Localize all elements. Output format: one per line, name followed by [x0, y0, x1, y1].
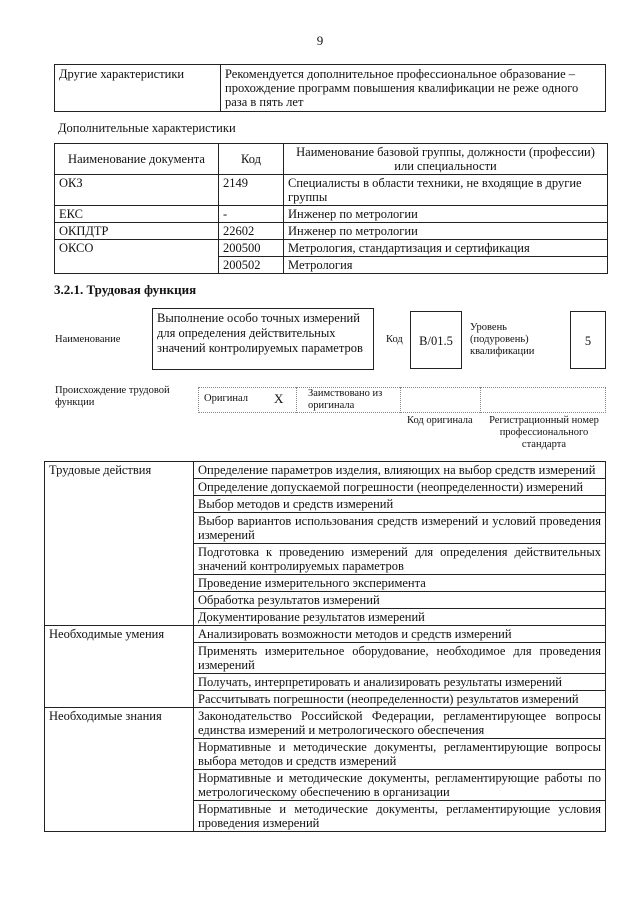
row-document: ЕКС — [55, 206, 219, 223]
row-code: 2149 — [219, 175, 284, 206]
origin-divider — [480, 387, 481, 413]
additional-characteristics-table — [54, 143, 608, 274]
detail-item: Законодательство Российской Федерации, регламентирующее вопросы единства измерений и метрологического обеспечения — [194, 708, 606, 739]
page-number: 9 — [316, 33, 324, 48]
detail-item: Определение допускаемой погрешности (неопределенности) измерений — [194, 479, 606, 496]
table-row — [55, 175, 608, 206]
additional-characteristics-title: Дополнительные характеристики — [58, 121, 236, 135]
header-group: Наименование базовой группы, должности (профессии) или специальности — [284, 144, 608, 175]
function-name-box: Выполнение особо точных измерений для определения действительных значений контролируемых параметров — [152, 308, 374, 370]
origin-row — [198, 387, 606, 413]
row-code: 200500 — [219, 240, 284, 257]
table-row — [55, 206, 608, 223]
borrowed-label: Заимствовано из оригинала — [308, 388, 383, 411]
table-row — [55, 223, 608, 240]
section-title: 3.2.1. Трудовая функция — [54, 282, 197, 297]
detail-item: Подготовка к проведению измерений для определения действительных значений контролируемых параметров — [194, 544, 606, 575]
row-group: Инженер по метрологии — [284, 223, 608, 240]
detail-item: Выбор методов и средств измерений — [194, 496, 606, 513]
table-row — [45, 462, 606, 479]
code-label: Код — [386, 334, 403, 345]
row-document: ОКЗ — [55, 175, 219, 206]
detail-item: Нормативные и методические документы, регламентирующие вопросы выбора методов и средств измерений — [194, 739, 606, 770]
detail-item: Нормативные и методические документы, регламентирующие работы по метрологическому обеспечению в организации — [194, 770, 606, 801]
name-label: Наименование — [55, 334, 121, 345]
other-characteristics-table — [54, 64, 606, 112]
header-document: Наименование документа — [55, 144, 219, 175]
row-document: ОКПДТР — [55, 223, 219, 240]
row-code: 22602 — [219, 223, 284, 240]
category-knowledge: Необходимые знания — [45, 708, 194, 832]
detail-item: Анализировать возможности методов и средств измерений — [194, 626, 606, 643]
detail-item: Проведение измерительного эксперимента — [194, 575, 606, 592]
row-code: - — [219, 206, 284, 223]
category-actions: Трудовые действия — [45, 462, 194, 626]
original-mark: X — [274, 391, 284, 406]
detail-item: Применять измерительное оборудование, необходимое для проведения измерений — [194, 643, 606, 674]
row-group: Инженер по метрологии — [284, 206, 608, 223]
row-group: Специалисты в области техники, не входящие в другие группы — [284, 175, 608, 206]
detail-item: Обработка результатов измерений — [194, 592, 606, 609]
detail-item: Рассчитывать погрешности (неопределенности) результатов измерений — [194, 691, 606, 708]
category-skills: Необходимые умения — [45, 626, 194, 708]
labor-function-details-table — [44, 461, 606, 832]
detail-item: Выбор вариантов использования средств измерений и условий проведения измерений — [194, 513, 606, 544]
other-characteristics-text: Рекомендуется дополнительное профессиональное образование – прохождение программ повышения квалификации не реже одного раза в пять лет — [221, 65, 606, 112]
original-label: Оригинал — [204, 393, 248, 404]
row-code: 200502 — [219, 257, 284, 274]
detail-item: Определение параметров изделия, влияющих на выбор средств измерений — [194, 462, 606, 479]
detail-item: Документирование результатов измерений — [194, 609, 606, 626]
other-characteristics-label: Другие характеристики — [55, 65, 221, 112]
origin-divider — [400, 387, 401, 413]
row-document: ОКСО — [55, 240, 219, 274]
detail-item: Нормативные и методические документы, регламентирующие условия проведения измерений — [194, 801, 606, 832]
code-original-label: Код оригинала — [407, 415, 473, 426]
level-box: 5 — [570, 311, 606, 369]
header-code: Код — [219, 144, 284, 175]
code-box: B/01.5 — [410, 311, 462, 369]
detail-item: Получать, интерпретировать и анализировать результаты измерений — [194, 674, 606, 691]
row-group: Метрология — [284, 257, 608, 274]
reg-number-label: Регистрационный номер профессионального стандарта — [489, 415, 599, 450]
table-row — [45, 708, 606, 739]
table-row — [45, 626, 606, 643]
origin-label: Происхождение трудовой функции — [55, 385, 170, 408]
level-label: Уровень (подуровень) квалификации — [470, 322, 535, 357]
origin-divider — [296, 387, 297, 413]
row-group: Метрология, стандартизация и сертификация — [284, 240, 608, 257]
table-row — [55, 240, 608, 257]
